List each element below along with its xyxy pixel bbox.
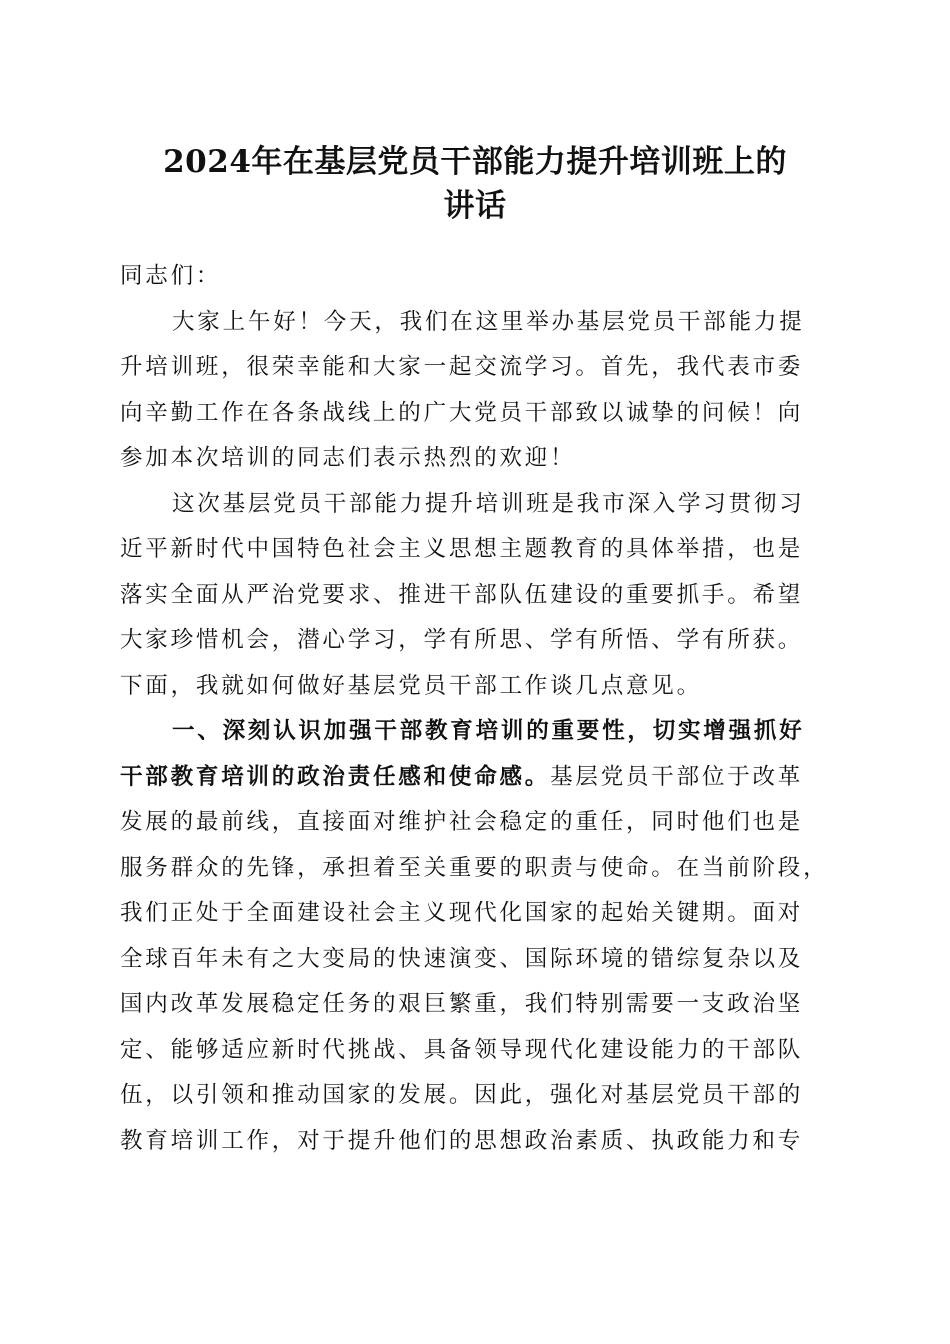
paragraph-line: 向辛勤工作在各条战线上的广大党员干部致以诚挚的问候！向: [120, 399, 804, 426]
paragraph-line: 参加本次培训的同志们表示热烈的欢迎！: [120, 445, 576, 471]
document-body: [120, 254, 840, 1164]
paragraph-line: 服务群众的先锋，承担着至关重要的职责与使命。在当前阶段，: [120, 854, 829, 881]
paragraph-line: 国内改革发展稳定任务的艰巨繁重，我们特别需要一支政治坚: [120, 991, 804, 1017]
section-1-heading-continuation: [120, 755, 840, 801]
paragraph-line: 我们正处于全面建设社会主义现代化国家的起始关键期。面对: [120, 900, 804, 926]
paragraph-line: 落实全面从严治党要求、推进干部队伍建设的重要抓手。希望: [120, 581, 804, 608]
paragraph-line: 全球百年未有之大变局的快速演变、国际环境的错综复杂以及: [120, 945, 804, 972]
paragraph-intro: [120, 482, 840, 710]
salutation: 同志们：: [120, 263, 222, 289]
title-line-2: 讲话: [443, 188, 507, 224]
paragraph-greeting: [120, 300, 840, 482]
paragraph-line: 教育培训工作，对于提升他们的思想政治素质、执政能力和专: [120, 1127, 804, 1154]
paragraph-line: 定、能够适应新时代挑战、具备领导现代化建设能力的干部队: [120, 1036, 804, 1063]
paragraph-line: 发展的最前线，直接面对维护社会稳定的重任，同时他们也是: [120, 809, 804, 835]
paragraph-line: 大家上午好！今天，我们在这里举办基层党员干部能力提: [172, 308, 805, 335]
paragraph-line: 伍，以引领和推动国家的发展。因此，强化对基层党员干部的: [120, 1082, 804, 1108]
paragraph-line: 大家珍惜机会，潜心学习，学有所思、学有所悟、学有所获。: [120, 627, 804, 653]
section-1: [120, 709, 840, 1164]
paragraph-line: 这次基层党员干部能力提升培训班是我市深入学习贯彻习: [172, 490, 805, 517]
title-line-1: 2024年在基层党员干部能力提升培训班上的: [163, 144, 787, 180]
paragraph-line: 升培训班，很荣幸能和大家一起交流学习。首先，我代表市委: [120, 354, 804, 380]
paragraph-line: 近平新时代中国特色社会主义思想主题教育的具体举措，也是: [120, 536, 804, 562]
document-title: [120, 140, 830, 228]
section-1-text-start: 基层党员干部位于改革: [550, 763, 804, 790]
section-1-heading: 一、深刻认识加强干部教育培训的重要性，切实增强抓好: [172, 718, 805, 744]
section-1-heading-end: 干部教育培训的政治责任感和使命感。: [120, 763, 551, 790]
paragraph-line: 下面，我就如何做好基层党员干部工作谈几点意见。: [120, 672, 702, 699]
